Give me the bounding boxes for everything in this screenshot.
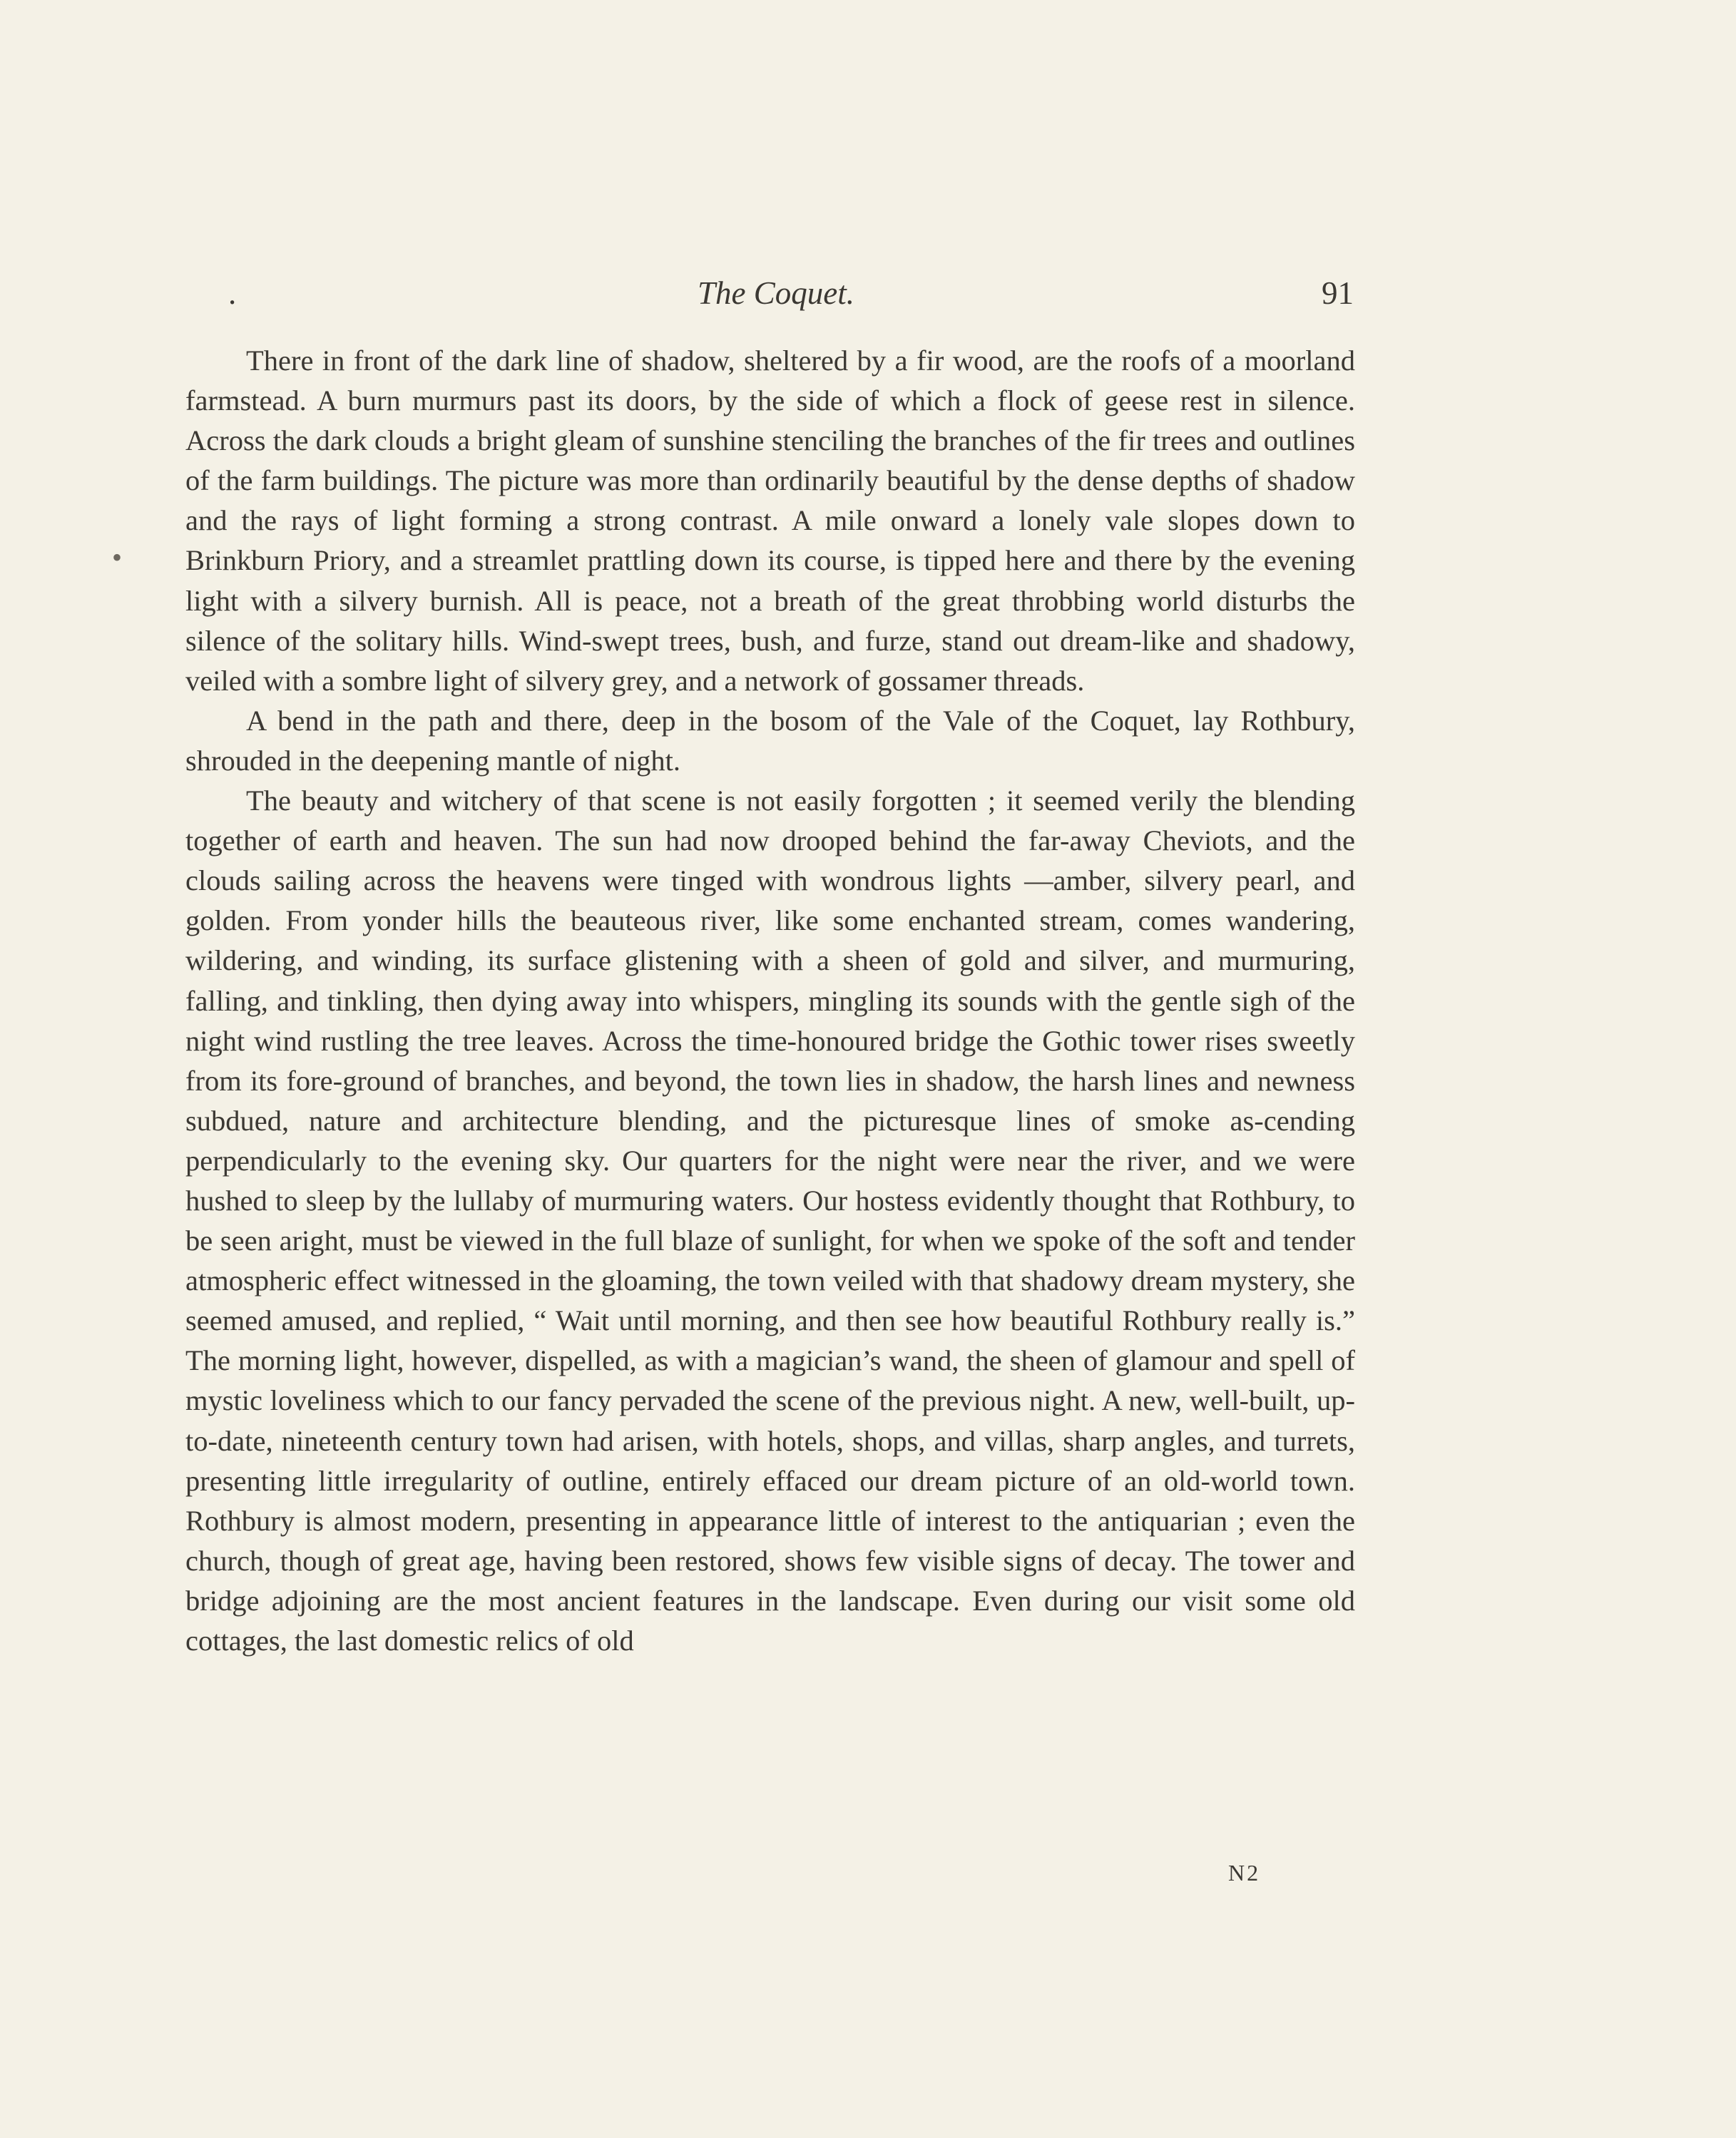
paragraph: There in front of the dark line of shadow, sheltered by a fir wood, are the roofs of a moorland farmstead. A burn murmurs past its doors, by the side of which a flock of geese rest in silence. Across the dark clouds a bright gleam of sunshine stenciling the branches of the fir trees and outlines of the farm buildings. The picture was more than ordinarily beautiful by the dense depths of shadow and the rays of light forming a strong contrast. A mile onward a lonely vale slopes down to Brinkburn Priory, and a streamlet prattling down its course, is tipped here and there by the evening light with a silvery burnish. All is peace, not a breath of the great throbbing world disturbs the silence of the solitary hills. Wind-swept trees, bush, and furze, stand out dream-like and shadowy, veiled with a sombre light of silvery grey, and a network of gossamer threads.	[185, 344, 1355, 697]
header-margin-mark: .	[228, 275, 237, 311]
running-title: The Coquet.	[698, 275, 854, 311]
running-head	[184, 275, 1354, 317]
paragraph: The beauty and witchery of that scene is not easily forgotten ; it seemed verily the blending together of earth and heaven. The sun had now drooped behind the far-away Cheviots, and the clouds sailing across the heavens were tinged with wondrous lights —amber, silvery pearl, and golden. From yonder hills the beauteous river, like some enchanted stream, comes wandering, wildering, and winding, its surface glistening with a sheen of gold and silver, and murmuring, falling, and tinkling, then dying away into whispers, mingling its sounds with the gentle sigh of the night wind rustling the tree leaves. Across the time-honoured bridge the Gothic tower rises sweetly from its fore-ground of branches, and beyond, the town lies in shadow, the harsh lines and newness subdued, nature and architecture blending, and the picturesque lines of smoke as-cending perpendicularly to the evening sky. Our quarters for the night were near the river, and we were hushed to sleep by the lullaby of murmuring waters. Our hostess evidently thought that Rothbury, to be seen aright, must be viewed in the full blaze of sunlight, for when we spoke of the soft and tender atmospheric effect witnessed in the gloaming, the town veiled with that shadowy dream mystery, she seemed amused, and replied, “ Wait until morning, and then see how beautiful Rothbury really is.” The morning light, however, dispelled, as with a magician’s wand, the sheen of glamour and spell of mystic loveliness which to our fancy pervaded the scene of the previous night. A new, well-built, up-to-date, nineteenth century town had arisen, with hotels, shops, and villas, sharp angles, and turrets, presenting little irregularity of outline, entirely effaced our dream picture of an old-world town. Rothbury is almost modern, presenting in appearance little of interest to the antiquarian ; even the church, though of great age, having been restored, shows few visible signs of decay. The tower and bridge adjoining are the most ancient features in the landscape. Even during our visit some old cottages, the last domestic relics of old	[185, 784, 1355, 1657]
page-number: 91	[1322, 275, 1354, 311]
paragraph: A bend in the path and there, deep in the bosom of the Vale of the Coquet, lay Rothbury, shrouded in the deepening mantle of night.	[185, 704, 1355, 777]
body-text	[185, 341, 1355, 1661]
margin-dot-mark: •	[112, 541, 123, 573]
signature-mark: N2	[1228, 1860, 1261, 1886]
